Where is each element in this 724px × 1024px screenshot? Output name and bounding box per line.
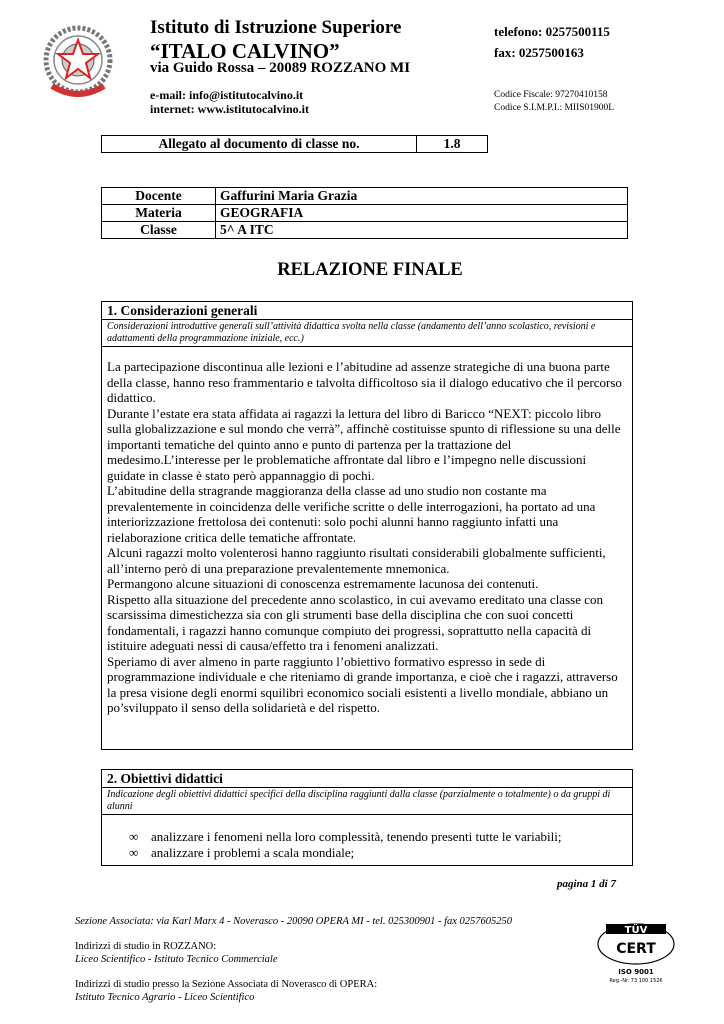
italian-republic-emblem-icon [38, 22, 118, 102]
paragraph: L’abitudine della stragrande maggioranza della classe ad uno studio non costante ma prevalentemente in coincidenza delle verifiche scritte o delle interrogazioni, ha portato ad una interiorizzazione frettolosa dei contenuti: solo pochi alunni hanno raggiunto infatti una rielaborazione critica delle tematiche affrontate. [107, 483, 596, 545]
section-obiettivi [101, 769, 633, 866]
info-value: GEOGRAFIA [216, 205, 628, 222]
school-name: “ITALO CALVINO” [150, 39, 340, 63]
school-address: via Guido Rossa – 20089 ROZZANO MI [150, 60, 411, 76]
opera-title: Indirizzi di studio presso la Sezione Associata di Noverasco di OPERA: [75, 979, 378, 990]
opera-list: Istituto Tecnico Agrario - Liceo Scientifico [75, 992, 255, 1003]
info-row-materia [102, 205, 628, 222]
info-row-classe [102, 222, 628, 239]
paragraph: Durante l’estate era stata affidata ai ragazzi la lettura del libro di Baricco “NEXT: piccolo libro sulla globalizzazione e sul mondo che verrà”, affinchè costituisse spunto di riflessione su una delle importanti tematiche del quinto anno e punto di partenza per la trattazione del medesimo.L’interesse per le problematiche affrontate dal libro e l’impegno nelle discussioni guidate in classe è stato però appannaggio di pochi. [107, 405, 621, 483]
section-description: Indicazione degli obiettivi didattici specifici della disciplina raggiunti dalla classe (parzialmente o totalmente) o da gruppi di alunni [102, 788, 632, 815]
paragraph: Rispetto alla situazione del precedente anno scolastico, in cui avevamo ereditato una classe con scarsissima dimestichezza sia con gli strumenti base della disciplina che con suoi concetti fondamentali, i ragazzi hanno comunque compiuto dei progressi, soprattutto nella capacità di istituire adeguati nessi di causa/effetto tra i fenomeni analizzati. [107, 591, 603, 653]
phone-number: telefono: 0257500115 [494, 24, 610, 39]
paragraph: Alcuni ragazzi molto volenterosi hanno raggiunto risultati considerabili globalmente sufficienti, all’interno però di una preparazione prevalentemente mnemonica. [107, 545, 606, 576]
email-address: e-mail: info@istitutocalvino.it [150, 88, 304, 102]
info-key: Classe [102, 222, 216, 239]
iso-text: ISO 9001 [618, 968, 654, 976]
footer-rozzano [75, 940, 277, 966]
reg-text: Reg.-Nr. 73 100 1526 [609, 978, 663, 984]
allegato-table [101, 135, 488, 153]
info-row-docente [102, 188, 628, 205]
paragraph: Speriamo di aver almeno in parte raggiunto l’obiettivo formativo espresso in sede di programmazione individuale e che riteniamo di grande importanza, e cioè che i ragazzi, attraverso la presa visione degli enormi squilibri economico sociali esistenti a livello mondiale, abbiano un po’sviluppato il senso della solidarietà e del rispetto. [107, 653, 618, 715]
allegato-value: 1.8 [417, 136, 488, 153]
paragraph: La partecipazione discontinua alle lezioni e l’abitudine ad assenze strategiche di una buona parte della classe, hanno reso frammentario e talvolta difficoltoso sia il dialogo educativo che il percorso didattico. [107, 359, 622, 405]
codice-simpi: Codice S.I.M.P.I.: MIIS01900L [494, 103, 615, 113]
teacher-info-table [101, 187, 628, 239]
website: internet: www.istitutocalvino.it [150, 102, 309, 116]
section-considerazioni [101, 301, 633, 750]
infinity-bullet-icon: ∞ [129, 829, 139, 844]
page-number: pagina 1 di 7 [557, 878, 616, 890]
codice-fiscale: Codice Fiscale: 97270410158 [494, 90, 608, 100]
objectives-list [107, 829, 627, 860]
section-heading: 1. Considerazioni generali [102, 302, 632, 320]
infinity-bullet-icon: ∞ [129, 844, 139, 860]
allegato-label: Allegato al documento di classe no. [102, 136, 417, 153]
paragraph: Permangono alcune situazioni di conoscenza estremamente lacunosa dei contenuti. [107, 576, 539, 591]
info-value: Gaffurini Maria Grazia [216, 188, 628, 205]
footer-opera [75, 978, 377, 1004]
tuv-text: TÜV [624, 925, 648, 936]
section-body [102, 815, 632, 860]
info-value: 5^ A ITC [216, 222, 628, 239]
info-key: Materia [102, 205, 216, 222]
footer-sezione: Sezione Associata: via Karl Marx 4 - Noverasco - 20090 OPERA MI - tel. 025300901 - fax 0257605250 [75, 916, 513, 927]
section-body [102, 347, 632, 716]
cert-text: CERT [616, 941, 656, 957]
info-key: Docente [102, 188, 216, 205]
rozzano-title: Indirizzi di studio in ROZZANO: [75, 941, 217, 952]
rozzano-list: Liceo Scientifico - Istituto Tecnico Commerciale [75, 954, 278, 965]
tuv-cert-logo-icon [596, 920, 676, 984]
school-type: Istituto di Istruzione Superiore [150, 17, 402, 38]
list-item: ∞ analizzare i problemi a scala mondiale; [129, 844, 355, 860]
section-description: Considerazioni introduttive generali sull’attività didattica svolta nella classe (andamento dell’anno scolastico, revisioni e adattamenti della programmazione iniziale, ecc.) [102, 320, 632, 347]
list-item: ∞ analizzare i fenomeni nella loro complessità, tenendo presenti tutte le variabili; [129, 829, 562, 844]
fax-number: fax: 0257500163 [494, 45, 584, 60]
section-heading: 2. Obiettivi didattici [102, 770, 632, 788]
document-title: RELAZIONE FINALE [277, 260, 463, 280]
